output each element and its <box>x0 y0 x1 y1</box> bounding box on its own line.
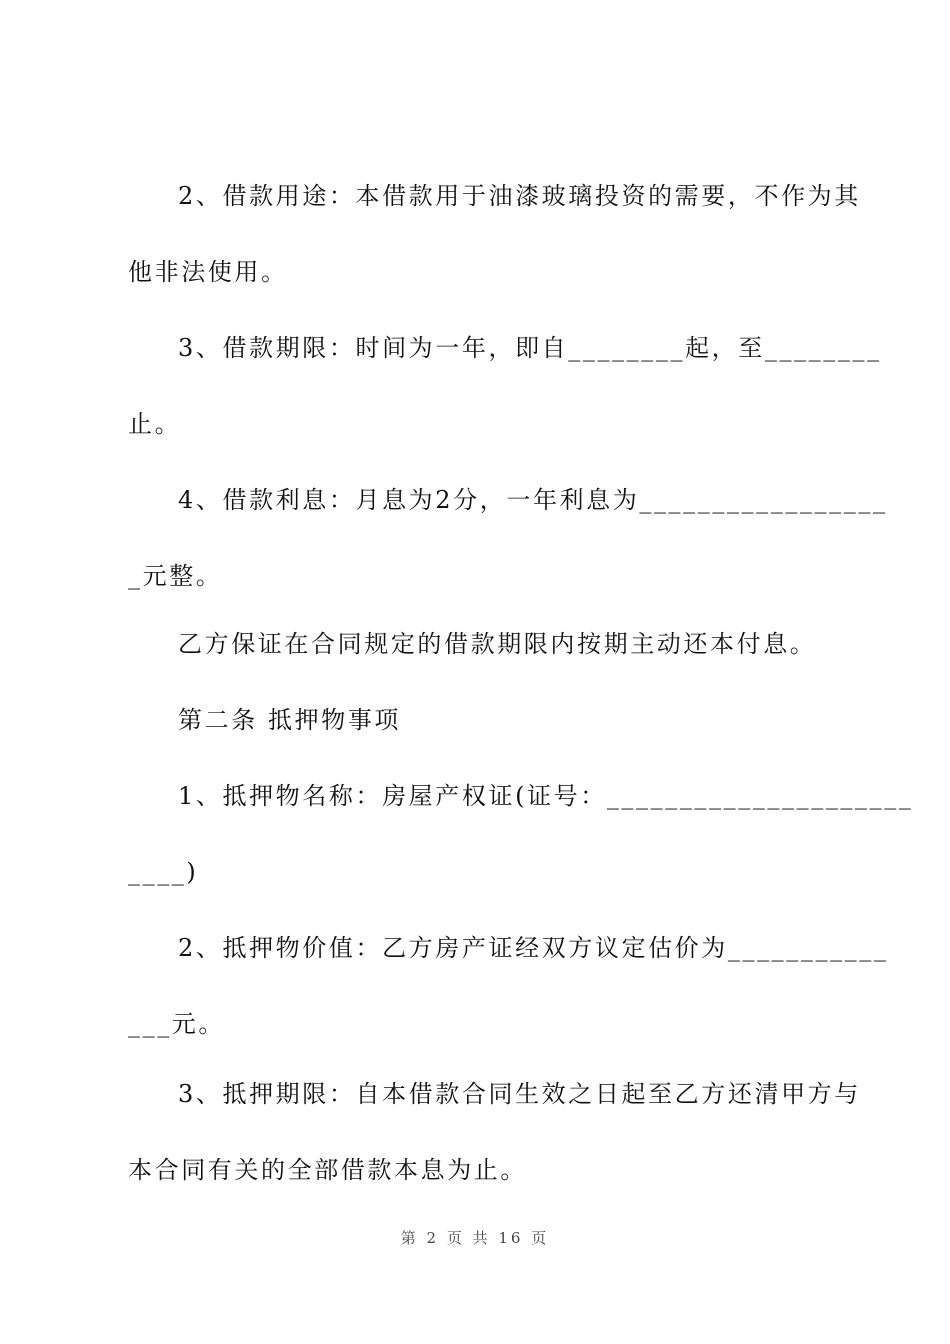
clause-loan-interest-cont: _元整。 <box>128 562 223 590</box>
clause-collateral-name: 1、抵押物名称：房屋产权证(证号：_____________________ <box>178 782 914 810</box>
repayment-guarantee: 乙方保证在合同规定的借款期限内按期主动还本付息。 <box>178 630 817 658</box>
clause-loan-term-cont: 止。 <box>128 410 182 438</box>
clause-loan-purpose-cont: 他非法使用。 <box>128 258 288 286</box>
clause-collateral-term: 3、抵押期限：自本借款合同生效之日起至乙方还清甲方与 <box>178 1080 861 1108</box>
clause-collateral-value: 2、抵押物价值：乙方房产证经双方议定估价为___________ <box>178 934 889 962</box>
clause-loan-term: 3、借款期限：时间为一年，即自________起，至________ <box>178 334 882 362</box>
clause-loan-interest: 4、借款利息：月息为2分，一年利息为_________________ <box>178 486 888 514</box>
clause-collateral-name-cont: ____) <box>128 858 199 886</box>
clause-collateral-value-cont: ___元。 <box>128 1010 225 1038</box>
clause-collateral-term-cont: 本合同有关的全部借款本息为止。 <box>128 1156 527 1184</box>
page-number-footer: 第 2 页 共 16 页 <box>400 1229 550 1247</box>
article-two-heading: 第二条 抵押物事项 <box>178 706 402 734</box>
clause-loan-purpose: 2、借款用途：本借款用于油漆玻璃投资的需要，不作为其 <box>178 182 861 210</box>
